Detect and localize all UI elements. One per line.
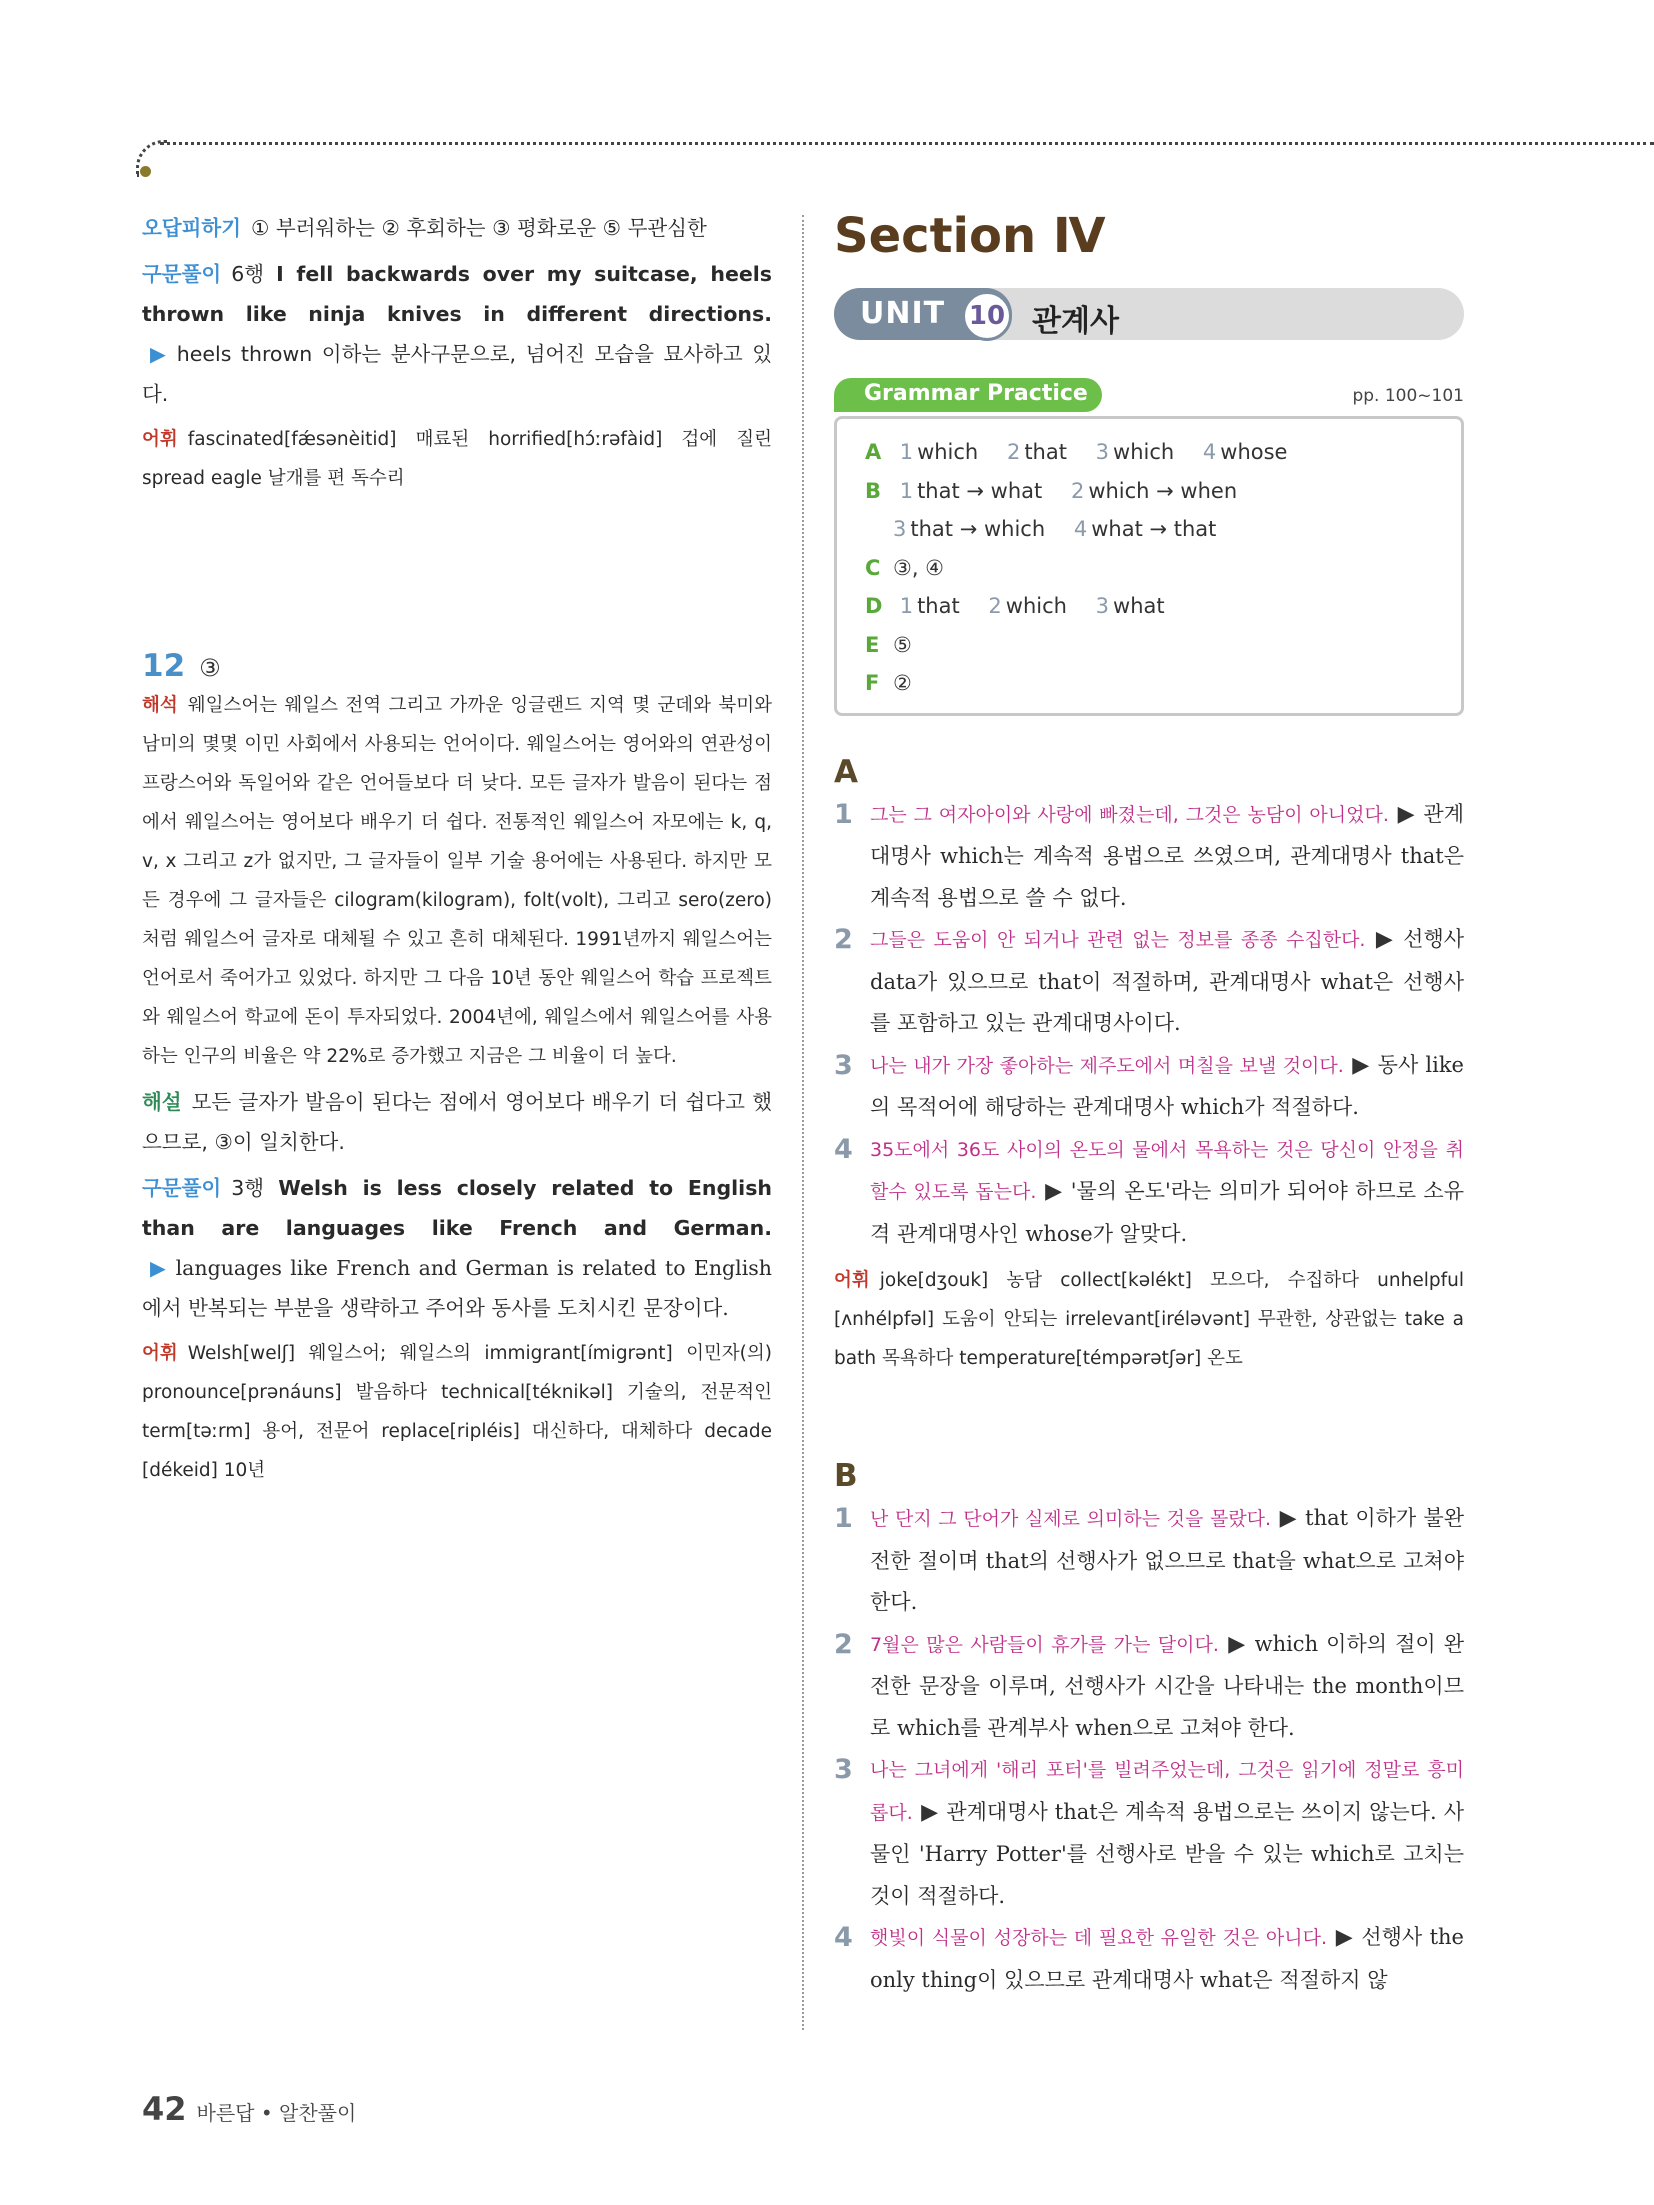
pointer-icon: ▶ xyxy=(1279,1506,1298,1531)
item-answer: which → when xyxy=(1088,478,1238,503)
item-explanation: 선행사 data가 있으므로 that이 적절하며, 관계대명사 what은 선행사를 포함하고 있는 관계대명사이다. xyxy=(870,927,1465,1035)
section-a-heading: A xyxy=(834,753,858,790)
item-number: 3 xyxy=(834,1754,853,1785)
row-letter: A xyxy=(865,440,882,464)
column-divider xyxy=(802,215,804,2030)
pointer-icon: ▶ xyxy=(920,1799,939,1825)
item-num: 3 xyxy=(893,517,907,541)
wrong-text: ① 부러워하는 ② 후회하는 ③ 평화로운 ⑤ 무관심한 xyxy=(251,216,707,240)
structure-explanation: heels thrown 이하는 분사구문으로, 넘어진 모습을 묘사하고 있다. xyxy=(142,342,773,406)
item-answer: which xyxy=(1005,594,1067,618)
page-reference: pp. 100~101 xyxy=(1352,386,1464,406)
explanation-note xyxy=(142,1082,772,1162)
grammar-practice-tag xyxy=(834,378,1102,412)
item-b4 xyxy=(834,1917,1464,2001)
item-answer: whose xyxy=(1220,440,1288,464)
item-translation: 35도에서 36도 사이의 온도의 물에서 목욕하는 것은 당신이 안정을 취할수 있도록 돕는다. xyxy=(870,1138,1464,1203)
item-answer: ⑤ xyxy=(893,632,912,657)
item-number: 1 xyxy=(834,798,853,830)
question-answer: ③ xyxy=(199,654,221,682)
item-translation: 그들은 도움이 안 되거나 관련 없는 정보를 종종 수집한다. xyxy=(870,929,1366,951)
answer-row-e xyxy=(865,626,1461,665)
item-answer: which xyxy=(917,440,979,464)
pointer-icon: ▶ xyxy=(1335,1925,1354,1950)
row-letter: F xyxy=(865,671,880,695)
item-a2 xyxy=(834,919,1464,1045)
item-b3 xyxy=(834,1749,1464,1917)
item-explanation: 관계대명사 that은 계속적 용법으로는 쓰이지 않는다. 사물인 'Harry Potter'를 선행사로 받을 수 있는 which로 고치는 것이 적절하다. xyxy=(870,1799,1465,1908)
item-b1 xyxy=(834,1498,1464,1624)
unit-label: UNIT xyxy=(860,296,946,331)
grammar-practice-header xyxy=(834,378,1464,416)
answer-row-d xyxy=(865,587,1461,626)
answer-row-a xyxy=(865,433,1461,472)
header-dotted-rule xyxy=(160,142,1654,145)
vocab-note-2 xyxy=(142,1334,772,1490)
item-answer: that → which xyxy=(910,517,1046,541)
item-translation: 햇빛이 식물이 성장하는 데 필요한 유일한 것은 아니다. xyxy=(870,1927,1328,1949)
item-num: 2 xyxy=(988,594,1002,618)
pointer-icon: ▶ xyxy=(150,342,169,366)
structure-note-2 xyxy=(142,1168,772,1328)
unit-name: 관계사 xyxy=(1032,304,1119,339)
item-explanation: '물의 온도'라는 의미가 되어야 하므로 소유격 관계대명사인 whose가 알맞다. xyxy=(870,1179,1464,1246)
item-number: 3 xyxy=(834,1049,853,1081)
item-explanation: 관계대명사 which는 계속적 용법으로 쓰였으며, 관계대명사 that은 계속적 용법으로 쓸 수 없다. xyxy=(870,801,1464,910)
question-header xyxy=(142,648,772,684)
pointer-icon: ▶ xyxy=(1044,1179,1063,1204)
item-translation: 난 단지 그 단어가 실제로 의미하는 것을 몰랐다. xyxy=(870,1508,1272,1530)
item-num: 1 xyxy=(899,594,914,618)
item-a3 xyxy=(834,1045,1464,1129)
row-letter: D xyxy=(865,594,883,618)
item-number: 2 xyxy=(834,1628,853,1660)
row-letter: B xyxy=(865,478,882,503)
item-number: 4 xyxy=(834,1922,853,1953)
question-number: 12 xyxy=(142,648,186,684)
vocab-text: Welsh[welʃ] 웨일스어; 웨일스의 immigrant[ímigrənt] 이민자(의) pronounce[prənáuns] 발음하다 technical[téknikəl] 기술의, 전문적인 term[təːrm] 용어, 전문어 replace[ripléis] 대신하다, 대체하다 decade [dékeid] 10년 xyxy=(142,1343,772,1481)
unit-number: 10 xyxy=(962,291,1012,341)
structure-line-ref: 3행 xyxy=(231,1176,265,1200)
item-num: 2 xyxy=(1070,478,1085,503)
item-a4 xyxy=(834,1129,1464,1256)
vocab-note-a xyxy=(834,1261,1464,1378)
structure-line-ref: 6행 xyxy=(231,262,265,286)
structure-english: I fell backwards over my suitcase, heels thrown like ninja knives in different directions. xyxy=(142,262,772,326)
translation-label: 해석 xyxy=(142,695,178,716)
pointer-icon: ▶ xyxy=(1351,1052,1370,1078)
item-num: 4 xyxy=(1073,517,1088,541)
item-answer: that → what xyxy=(917,478,1043,503)
item-num: 3 xyxy=(1095,594,1110,618)
item-num: 3 xyxy=(1095,440,1110,464)
answer-row-f xyxy=(865,664,1461,703)
item-num: 1 xyxy=(899,440,914,464)
vocab-text: fascinated[fǽsənèitid] 매료된 horrified[hɔ́ːrəfàid] 겁에 질린 spread eagle 날개를 편 독수리 xyxy=(142,429,772,489)
wrong-answer-note xyxy=(142,208,772,248)
explanation-label: 해설 xyxy=(142,1090,182,1114)
page-number: 42 xyxy=(142,2090,187,2128)
pointer-icon: ▶ xyxy=(1396,801,1416,827)
explanation-text: 모든 글자가 발음이 된다는 점에서 영어보다 배우기 더 쉽다고 했으므로, ③이 일치한다. xyxy=(142,1090,772,1154)
page-footer xyxy=(142,2090,356,2128)
vocab-text: joke[dʒouk] 농담 collect[kəlékt] 모으다, 수집하다 unhelpful [ʌnhélpfəl] 도움이 안되는 irrelevant[iréləvənt] 무관한, 상관없는 take a bath 목욕하다 temperature[témpərətʃər] 온도 xyxy=(834,1270,1464,1369)
section-b-heading: B xyxy=(834,1458,858,1494)
item-number: 2 xyxy=(834,924,853,955)
item-b2 xyxy=(834,1624,1464,1750)
item-number: 4 xyxy=(834,1133,853,1165)
structure-note-1 xyxy=(142,254,772,414)
item-num: 4 xyxy=(1202,440,1217,464)
item-explanation: which 이하의 절이 완전한 문장을 이루며, 선행사가 시간을 나타내는 the month이므로 which를 관계부사 when으로 고쳐야 한다. xyxy=(870,1631,1464,1740)
item-explanation: that 이하가 불완전한 절이며 that의 선행사가 없으므로 that을 what으로 고쳐야 한다. xyxy=(870,1506,1465,1614)
row-letter: E xyxy=(865,632,880,657)
grammar-practice-label: Grammar Practice xyxy=(864,381,1088,406)
structure-explanation: languages like French and German is related to English에서 반복되는 부분을 생략하고 주어와 동사를 도치시킨 문장이다. xyxy=(142,1256,772,1320)
grammar-practice-answers xyxy=(834,416,1464,716)
vocab-label: 어휘 xyxy=(834,1270,870,1291)
translation-note xyxy=(142,686,772,1076)
item-a1 xyxy=(834,794,1464,920)
structure-label: 구문풀이 xyxy=(142,262,222,286)
answer-row-c xyxy=(865,549,1461,588)
row-letter: C xyxy=(865,555,881,580)
vocab-note-1 xyxy=(142,420,772,498)
answer-row-b xyxy=(865,472,1461,511)
item-answer: that xyxy=(1024,440,1067,464)
item-explanation: 동사 like의 목적어에 해당하는 관계대명사 which가 적절하다. xyxy=(870,1052,1464,1119)
pointer-icon: ▶ xyxy=(1226,1631,1247,1657)
vocab-label: 어휘 xyxy=(142,1343,178,1364)
pointer-icon: ▶ xyxy=(1373,927,1396,952)
item-answer: what xyxy=(1113,594,1165,618)
unit-banner xyxy=(834,288,1464,340)
section-title: Section Ⅳ xyxy=(834,208,1106,264)
item-number: 1 xyxy=(834,1503,853,1534)
header-dot xyxy=(140,166,151,177)
item-translation: 나는 그녀에게 '해리 포터'를 빌려주었는데, 그것은 읽기에 정말로 흥미롭다. xyxy=(870,1759,1464,1824)
structure-english: Welsh is less closely related to English than are languages like French and German. xyxy=(142,1176,772,1240)
item-answer: what → that xyxy=(1091,517,1217,541)
item-answer: that xyxy=(917,594,960,618)
item-answer: ③, ④ xyxy=(893,555,945,580)
item-num: 1 xyxy=(899,478,914,503)
footer-text: 바른답 • 알찬풀이 xyxy=(196,2101,357,2125)
item-translation: 그는 그 여자아이와 사랑에 빠졌는데, 그것은 농담이 아니었다. xyxy=(870,803,1389,826)
answer-row-b-cont xyxy=(865,510,1461,549)
translation-text: 웨일스어는 웨일스 전역 그리고 가까운 잉글랜드 지역 몇 군데와 북미와 남미의 몇몇 이민 사회에서 사용되는 언어이다. 웨일스어는 영어와의 연관성이 프랑스어와 독일어와 같은 언어들보다 더 낮다. 모든 글자가 발음이 된다는 점에서 웨일스어는 영어보다 배우기 더 쉽다. 전통적인 웨일스어 자모에는 k, q, v, x 그리고 z가 없지만, 그 글자들이 일부 기술 용어에는 사용된다. 하지만 모든 경우에 그 글자들은 cilogram(kilogram), folt(volt), 그리고 sero(zero)처럼 웨일스어 글자로 대체될 수 있고 흔히 대체된다. 1991년까지 웨일스어는 언어로서 죽어가고 있었다. 하지만 그 다음 10년 동안 웨일스어 학습 프로젝트와 웨일스어 학교에 돈이 투자되었다. 2004년에, 웨일스에서 웨일스어를 사용하는 인구의 비율은 약 22%로 증가했고 지금은 그 비율이 더 높다. xyxy=(142,695,772,1067)
left-column xyxy=(142,208,772,1496)
item-explanation: 선행사 the only thing이 있으므로 관계대명사 what은 적절하지 않 xyxy=(870,1925,1464,1992)
item-translation: 나는 내가 가장 좋아하는 제주도에서 며칠을 보낼 것이다. xyxy=(870,1054,1344,1077)
right-column xyxy=(834,208,1464,2001)
vocab-label: 어휘 xyxy=(142,429,178,450)
wrong-label: 오답피하기 xyxy=(142,216,242,240)
pointer-icon: ▶ xyxy=(150,1256,168,1280)
structure-label: 구문풀이 xyxy=(142,1176,222,1200)
item-answer: which xyxy=(1113,440,1175,464)
item-answer: ② xyxy=(893,671,912,695)
item-num: 2 xyxy=(1006,440,1021,464)
item-translation: 7월은 많은 사람들이 휴가를 가는 달이다. xyxy=(870,1633,1219,1656)
